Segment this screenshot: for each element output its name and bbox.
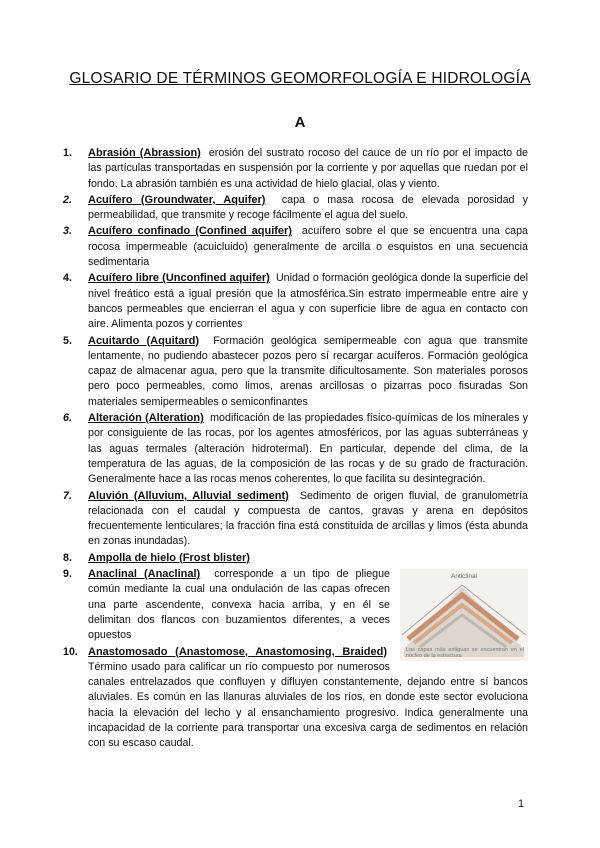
entry-term: Abrasión (Abrassion) <box>88 147 201 159</box>
entry-term: Acuífero confinado (Confined aquifer) <box>88 225 292 238</box>
entry-definition: modificación de las propiedades físico-químicas de los minerales y por consiguiente de las rocas, por los agentes atmosféricos, por las aguas subterráneas y las aguas termales (alteración hidrotermal). En particular, depende del clima, de la temperatura de las aguas, de la composición de las rocas y de su grado de fracturación. Generalmente hace a las rocas menos coherentes, lo que facilita su desintegración. <box>88 412 529 486</box>
figure-caption: Las capas más antiguas se encuentran en el núcleo de la estructura <box>406 647 524 660</box>
entry-number: 3. <box>63 225 72 238</box>
entry-number: 9. <box>63 568 72 581</box>
glossary-entry <box>63 551 528 566</box>
entry-term: Alteración (Alteration) <box>88 412 204 425</box>
entry-term: Aluvión (Alluvium, Alluvial sediment) <box>88 489 289 502</box>
entry-definition: Unidad o formación geológica donde la superficie del nivel freático está a igual presión que la atmosférica.Sin estrato impermeable entre aire y bancos permeables que encierran el agua y con superficie libre de agua en contacto con aire. Alimenta pozos y corrientes <box>88 272 528 331</box>
glossary-entry <box>63 645 528 752</box>
entry-definition: erosión del sustrato rocoso del cauce de un río por el impacto de las partículas transportadas en suspensión por la corriente y por aquellas que ruedan por el fondo. La abrasión también es una actividad de hielo glacial, olas y viento. <box>88 147 528 190</box>
glossary-entry <box>63 224 528 270</box>
entry-term: Acuitardo (Aquitard) <box>88 334 200 347</box>
glossary-entry <box>63 411 529 487</box>
entry-definition: Sedimento de origen fluvial, de granulometría relacionada con el caudal y compuesta de cantos, gravas y arena en depósitos frecuentemente lenticulares; la fracción fina está constituida de arcillas y limos (ésta abunda en zonas inundadas). <box>88 489 528 548</box>
figure-title: Anticlinal <box>450 573 477 581</box>
glossary-entry <box>63 334 528 410</box>
glossary-entry <box>63 489 528 550</box>
entry-number: 2. <box>63 193 72 206</box>
glossary-entry <box>63 193 528 224</box>
entry-term: Anaclinal (Anaclinal) <box>88 568 201 581</box>
entry-definition: capa o masa rocosa de elevada porosidad y permeabilidad, que transmite y recoge fácilmente el agua del suelo. <box>88 193 528 222</box>
entry-number: 1. <box>63 147 72 159</box>
entry-definition: acuífero sobre el que se encuentra una capa rocosa impermeable (acuicluido) generalmente de arcilla o esquistos en una secuencia sedimentaria <box>88 225 528 269</box>
glossary-entry <box>63 271 528 332</box>
entry-term: Acuífero (Groundwater, Aquifer) <box>88 193 266 206</box>
page-title: GLOSARIO DE TÉRMINOS GEOMORFOLOGÍA E HIDROLOGÍA <box>69 70 531 87</box>
entry-number: 6. <box>63 412 72 425</box>
entry-number: 10. <box>63 645 78 658</box>
entry-number: 4. <box>63 272 72 285</box>
page-number: 1 <box>518 798 525 810</box>
entry-term: Acuífero libre (Unconfined aquifer) <box>88 272 270 285</box>
section-letter: A <box>294 114 306 131</box>
entry-number: 7. <box>63 489 72 502</box>
glossary-entry <box>63 146 528 192</box>
entry-term: Anastomosado (Anastomose, Anastomosing, Braided) <box>88 645 388 658</box>
entry-definition: Formación geológica semipermeable con agua que transmite lentamente, no pudiendo abastecer pozos pero sí recargar acuíferos. Formación geológica capaz de almacenar agua, pero que la transmite dificultosamente. Son materiales porosos pero poco permeables, como limos, arenas arcillosas o pizarras poco fisuradas Son materiales semipermeables o semiconfinantes <box>88 334 528 408</box>
entry-term: Ampolla de hielo (Frost blister) <box>88 551 250 564</box>
entry-number: 8. <box>63 551 72 564</box>
entry-definition: Término usado para calificar un río compuesto por numerosos canales entrelazados que confluyen y difluyen constantemente, dejando entre sí bancos aluviales. Es común en las llanuras aluviales de los ríos, en donde este sector evoluciona hacia la elevación del lecho y al ensanchamiento progresivo. Indica generalmente una incapacidad de la corriente para transportar una excesiva carga de sedimentos en relación con su escaso caudal. <box>88 660 528 750</box>
entry-number: 5. <box>63 334 72 347</box>
glossary-list <box>63 146 529 753</box>
entry-definition: corresponde a un tipo de pliegue común mediante la cual una ondulación de las capas ofrecen una parte ascendente, convexa hacia arriba, y en él se delimitan dos flancos con buzamientos diferentes, a veces opuestos <box>88 568 390 642</box>
